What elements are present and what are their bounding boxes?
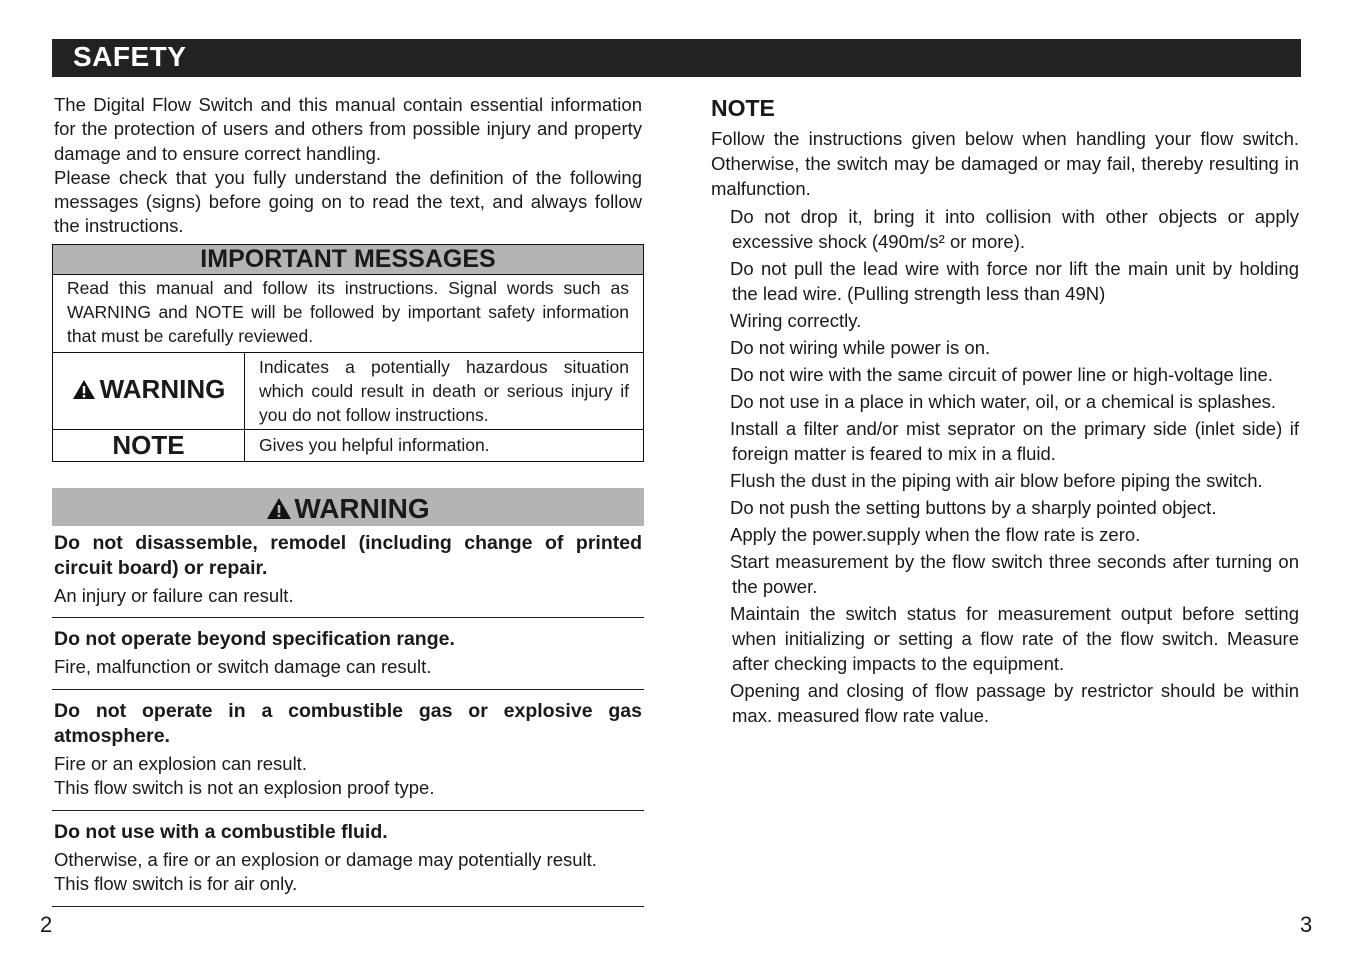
section-header-bar <box>52 39 1301 77</box>
warning-item-title: Do not use with a combustible fluid. <box>54 820 388 843</box>
term-warning-label: WARNING <box>99 374 226 405</box>
important-messages-body: Read this manual and follow its instructions. Signal words such as WARNING and NOTE will be followed by important safety information that must be carefully reviewed. <box>53 274 644 352</box>
term-note-label: NOTE <box>53 429 245 461</box>
note-item: Do not push the setting buttons by a sharply pointed object. <box>730 497 1217 518</box>
warning-item-text <box>54 752 642 801</box>
warning-item-line: This flow switch is not an explosion proof type. <box>54 777 435 799</box>
note-item: Do not use in a place in which water, oil, or a chemical is splashes. <box>730 391 1277 412</box>
warning-item <box>52 627 644 690</box>
note-intro: Follow the instructions given below when handling your flow switch. Otherwise, the switch may be damaged or may fail, thereby resulting in malfunction. <box>711 128 1299 199</box>
note-item: Do not wiring while power is on. <box>730 337 991 358</box>
right-column <box>710 93 1299 730</box>
warning-item-title: Do not operate beyond specification range. <box>54 628 455 651</box>
warning-triangle-icon <box>72 376 96 407</box>
section-title: SAFETY <box>73 41 187 72</box>
note-item: Wiring correctly. <box>730 310 862 331</box>
intro-paragraph-2: Please check that you fully understand the definition of the following messages (signs) before going on to read the text, and always follow the instructions. <box>54 166 642 237</box>
warning-section-header <box>52 488 644 526</box>
note-item: Do not pull the lead wire with force nor lift the main unit by holding the lead wire. (Pulling strength less than 49N) <box>730 258 1299 304</box>
note-item: Apply the power.supply when the flow rate is zero. <box>730 524 1141 545</box>
note-heading: NOTE <box>711 95 775 121</box>
important-messages-title: IMPORTANT MESSAGES <box>53 244 644 274</box>
warning-item-line: Otherwise, a fire or an explosion or damage may potentially result. <box>54 848 597 870</box>
warning-item-line: Fire or an explosion can result. <box>54 752 307 774</box>
note-item: Opening and closing of flow passage by restrictor should be within max. measured flow rate value. <box>730 680 1299 726</box>
warning-triangle-icon <box>266 490 292 532</box>
warning-section-title: WARNING <box>294 492 430 524</box>
intro-paragraph-1: The Digital Flow Switch and this manual contain essential information for the protection of users and others from possible injury and property damage and to ensure correct handling. <box>54 94 642 164</box>
warning-item-line: This flow switch is for air only. <box>54 873 298 895</box>
note-item: Flush the dust in the piping with air blow before piping the switch. <box>730 470 1263 491</box>
warning-item-title: Do not operate in a combustible gas or explosive gas atmosphere. <box>54 699 642 747</box>
important-messages-table <box>52 244 644 462</box>
note-item: Start measurement by the flow switch three seconds after turning on the power. <box>730 551 1299 597</box>
note-item: Do not drop it, bring it into collision with other objects or apply excessive shock (490m/s² or more). <box>730 206 1299 252</box>
intro-text <box>52 93 644 239</box>
note-item: Do not wire with the same circuit of power line or high-voltage line. <box>730 364 1273 385</box>
warning-item <box>52 820 644 907</box>
note-item: Maintain the switch status for measurement output before setting when initializing or setting a flow rate of the flow switch. Measure after checking impacts to the equipment. <box>730 603 1299 674</box>
warning-item-title: Do not disassemble, remodel (including change of printed circuit board) or repair. <box>54 531 642 579</box>
left-column <box>52 93 644 907</box>
term-warning-cell <box>53 352 245 429</box>
page-number-right: 3 <box>1300 912 1313 937</box>
note-item: Install a filter and/or mist seprator on the primary side (inlet side) if foreign matter is feared to mix in a fluid. <box>730 418 1299 464</box>
warning-item-text: An injury or failure can result. <box>54 584 294 606</box>
warning-item-text <box>54 848 642 897</box>
term-note-definition: Gives you helpful information. <box>245 429 644 461</box>
term-warning-definition: Indicates a potentially hazardous situation which could result in death or serious injury if you do not follow instructions. <box>245 352 644 429</box>
note-list <box>710 204 1299 728</box>
warning-item-text: Fire, malfunction or switch damage can result. <box>54 656 432 678</box>
warning-item <box>52 531 644 619</box>
warning-item <box>52 699 644 811</box>
page-number-left: 2 <box>40 912 53 937</box>
